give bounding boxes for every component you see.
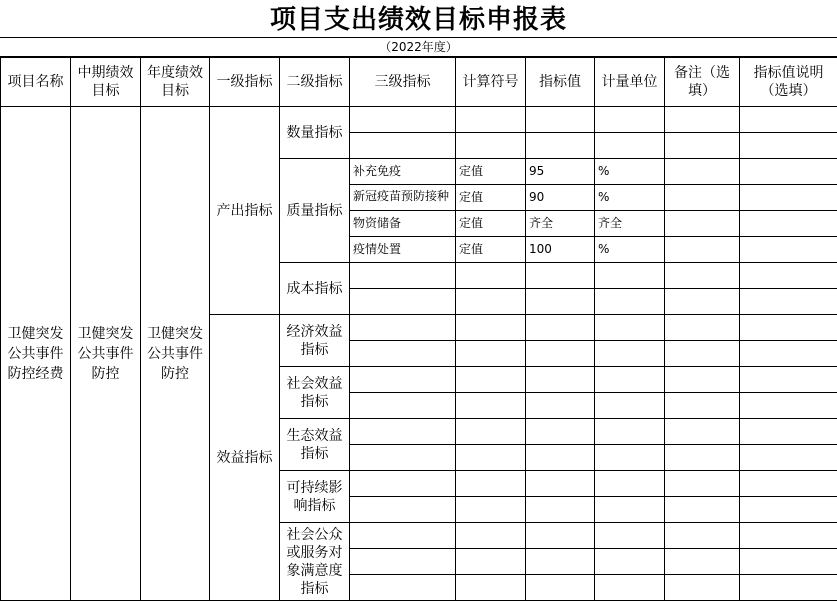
calc-cell: [456, 471, 526, 497]
remark-cell: [665, 263, 740, 289]
level2-ecological-text: 生态效益指标: [286, 427, 343, 462]
value-cell: 90: [526, 185, 595, 211]
level3-cell: [350, 471, 456, 497]
calc-cell: [456, 289, 526, 315]
desc-cell: [740, 523, 837, 549]
level3-cell: [350, 185, 456, 211]
value-cell: 齐全: [526, 211, 595, 237]
header-row: [1, 58, 837, 107]
level1-benefit: 效益指标: [210, 315, 280, 601]
desc-cell: [740, 549, 837, 575]
unit-cell: [595, 315, 665, 341]
desc-cell: [740, 263, 837, 289]
calc-cell: [456, 419, 526, 445]
calc-cell: 定值: [456, 237, 526, 263]
header-remark: 备注（选填）: [665, 58, 740, 107]
desc-cell: [740, 575, 837, 601]
unit-cell: %: [595, 237, 665, 263]
unit-cell: [595, 263, 665, 289]
remark-cell: [665, 133, 740, 159]
remark-cell: [665, 497, 740, 523]
calc-cell: 定值: [456, 185, 526, 211]
level2-quality: 质量指标: [280, 159, 350, 263]
unit-cell: [595, 289, 665, 315]
unit-cell: [595, 471, 665, 497]
level2-quantity: 数量指标: [280, 107, 350, 159]
value-cell: [526, 107, 595, 133]
project-name-cell: 卫健突发公共事件防控经费: [1, 107, 71, 601]
remark-cell: [665, 237, 740, 263]
level2-sustainable: [280, 471, 350, 523]
desc-cell: [740, 393, 837, 419]
desc-cell: [740, 419, 837, 445]
remark-cell: [665, 549, 740, 575]
value-cell: [526, 575, 595, 601]
calc-cell: 定值: [456, 159, 526, 185]
annual-goal-cell: 卫健突发公共事件防控: [141, 107, 210, 601]
level3-cell: [350, 107, 456, 133]
calc-cell: [456, 263, 526, 289]
header-mid-term-goal: 中期绩效目标: [71, 58, 141, 107]
calc-cell: [456, 367, 526, 393]
table-row: [1, 107, 837, 133]
remark-cell: [665, 289, 740, 315]
desc-cell: [740, 341, 837, 367]
remark-cell: [665, 367, 740, 393]
level2-ecological: [280, 419, 350, 471]
level3-cell: [350, 575, 456, 601]
header-annual-goal: 年度绩效目标: [141, 58, 210, 107]
calc-cell: 定值: [456, 211, 526, 237]
level3-cell: [350, 497, 456, 523]
level2-economic-text: 经济效益指标: [286, 323, 343, 358]
remark-cell: [665, 211, 740, 237]
level3-cell: 物资储备: [350, 211, 456, 237]
value-cell: [526, 133, 595, 159]
unit-cell: [595, 575, 665, 601]
desc-cell: [740, 497, 837, 523]
level3-cell: [350, 445, 456, 471]
unit-cell: 齐全: [595, 211, 665, 237]
desc-cell: [740, 159, 837, 185]
remark-cell: [665, 107, 740, 133]
page-title: 项目支出绩效目标申报表: [0, 0, 837, 38]
remark-cell: [665, 341, 740, 367]
remark-cell: [665, 471, 740, 497]
value-cell: [526, 523, 595, 549]
calc-cell: [456, 315, 526, 341]
value-cell: [526, 289, 595, 315]
value-cell: 100: [526, 237, 595, 263]
header-unit: 计量单位: [595, 58, 665, 107]
value-cell: [526, 315, 595, 341]
calc-cell: [456, 133, 526, 159]
desc-cell: [740, 107, 837, 133]
calc-cell: [456, 341, 526, 367]
level3-text: 新冠疫苗预防接种: [353, 189, 450, 203]
calc-cell: [456, 575, 526, 601]
calc-cell: [456, 549, 526, 575]
level2-sustainable-text: 可持续影响指标: [286, 479, 343, 514]
level3-cell: [350, 393, 456, 419]
remark-cell: [665, 159, 740, 185]
value-cell: [526, 263, 595, 289]
desc-cell: [740, 133, 837, 159]
header-indicator-value: 指标值: [526, 58, 595, 107]
level3-cell: [350, 419, 456, 445]
unit-cell: [595, 133, 665, 159]
unit-cell: %: [595, 185, 665, 211]
calc-cell: [456, 523, 526, 549]
year-label: （2022年度）: [0, 38, 837, 57]
desc-cell: [740, 367, 837, 393]
header-indicator-desc: 指标值说明（选填）: [740, 58, 837, 107]
value-cell: [526, 367, 595, 393]
value-cell: [526, 341, 595, 367]
remark-cell: [665, 523, 740, 549]
level3-cell: [350, 133, 456, 159]
mid-term-goal-cell: 卫健突发公共事件防控: [71, 107, 141, 601]
header-calc-symbol: 计算符号: [456, 58, 526, 107]
unit-cell: [595, 393, 665, 419]
level3-cell: [350, 315, 456, 341]
header-level1: 一级指标: [210, 58, 280, 107]
remark-cell: [665, 393, 740, 419]
level3-cell: [350, 523, 456, 549]
unit-cell: [595, 367, 665, 393]
desc-cell: [740, 237, 837, 263]
value-cell: [526, 497, 595, 523]
level1-output: 产出指标: [210, 107, 280, 315]
level2-satisfaction-text: 社会公众或服务对象满意度指标: [286, 526, 343, 597]
level2-social: [280, 367, 350, 419]
unit-cell: [595, 419, 665, 445]
level3-cell: [350, 367, 456, 393]
header-level2: 二级指标: [280, 58, 350, 107]
calc-cell: [456, 497, 526, 523]
remark-cell: [665, 445, 740, 471]
calc-cell: [456, 107, 526, 133]
unit-cell: [595, 549, 665, 575]
remark-cell: [665, 315, 740, 341]
unit-cell: %: [595, 159, 665, 185]
value-cell: [526, 549, 595, 575]
value-cell: [526, 393, 595, 419]
header-level3: 三级指标: [350, 58, 456, 107]
level3-cell: [350, 263, 456, 289]
header-project-name: 项目名称: [1, 58, 71, 107]
indicator-table: [0, 57, 837, 601]
calc-cell: [456, 445, 526, 471]
value-cell: 95: [526, 159, 595, 185]
value-cell: [526, 419, 595, 445]
remark-cell: [665, 419, 740, 445]
unit-cell: [595, 341, 665, 367]
level3-cell: [350, 341, 456, 367]
desc-cell: [740, 211, 837, 237]
calc-cell: [456, 393, 526, 419]
unit-cell: [595, 107, 665, 133]
unit-cell: [595, 445, 665, 471]
remark-cell: [665, 185, 740, 211]
desc-cell: [740, 445, 837, 471]
value-cell: [526, 471, 595, 497]
level2-economic: [280, 315, 350, 367]
level3-cell: [350, 289, 456, 315]
unit-cell: [595, 523, 665, 549]
level3-cell: 疫情处置: [350, 237, 456, 263]
level3-cell: [350, 549, 456, 575]
level2-cost: 成本指标: [280, 263, 350, 315]
desc-cell: [740, 289, 837, 315]
unit-cell: [595, 497, 665, 523]
level3-cell: 补充免疫: [350, 159, 456, 185]
remark-cell: [665, 575, 740, 601]
desc-cell: [740, 185, 837, 211]
desc-cell: [740, 471, 837, 497]
value-cell: [526, 445, 595, 471]
desc-cell: [740, 315, 837, 341]
level2-social-text: 社会效益指标: [286, 375, 343, 410]
level2-satisfaction: [280, 523, 350, 601]
